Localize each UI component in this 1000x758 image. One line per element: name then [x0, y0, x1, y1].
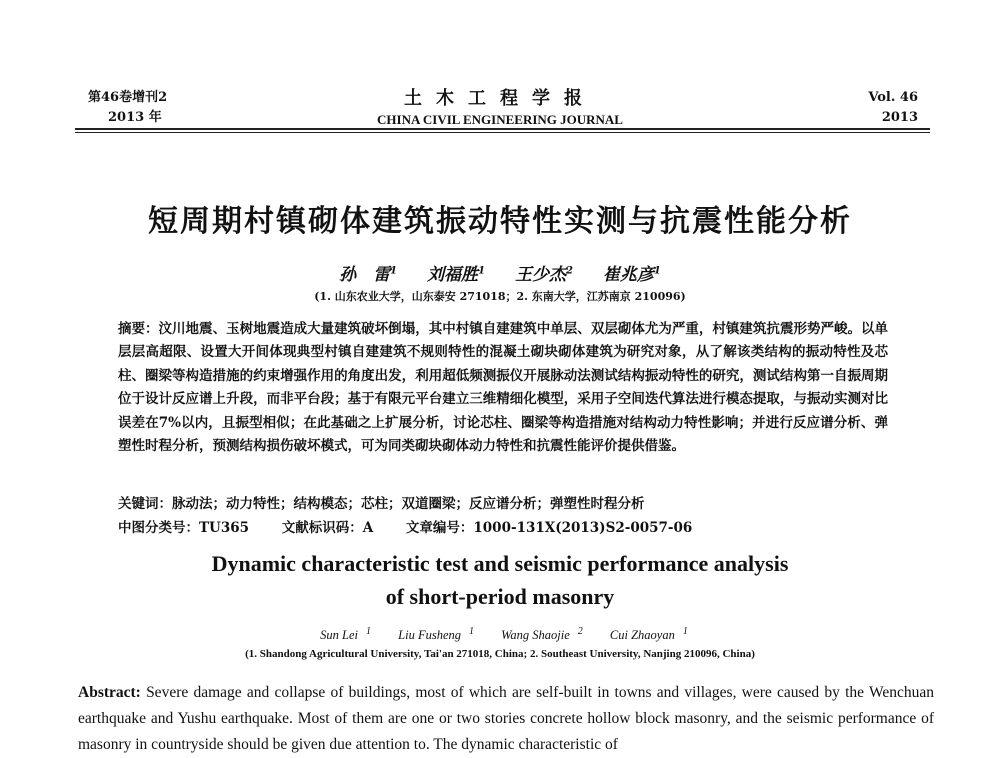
- header-rule-thin: [75, 132, 930, 133]
- author-en: Wang Shaojie $^2$: [501, 626, 583, 643]
- author-cn: 刘福胜$^1$: [427, 265, 486, 285]
- author-cn: 王少杰$^2$: [514, 265, 573, 285]
- author-cn: 崔兆彦$^1$: [602, 265, 661, 285]
- issue-label: 第46卷增刊2: [88, 90, 168, 105]
- title-en-line1: Dynamic characteristic test and seismic performance analysis: [211, 551, 789, 576]
- author-cn: 孙 雷$^1$: [339, 265, 398, 285]
- keywords-label: 关键词：: [118, 496, 172, 512]
- journal-title-en: CHINA CIVIL ENGINEERING JOURNAL: [377, 112, 623, 127]
- doc-code: 文献标识码：A: [281, 520, 374, 536]
- volume-label: Vol. 46: [868, 90, 918, 105]
- journal-title-cn: 土木工程学报: [404, 88, 596, 109]
- header-left: [88, 88, 167, 128]
- authors-en: [0, 626, 1000, 643]
- abstract-cn-text: 汶川地震、玉树地震造成大量建筑破坏倒塌，其中村镇自建建筑中单层、双层砌体尤为严重，村镇建筑抗震形势严峻。以单层层高超限、设置大开间体现典型村镇自建建筑不规则特性的混凝土砌块砌体建筑为研究对象，从了解该类结构的振动特性及芯柱、圈梁等构造措施的约束增强作用的角度出发，利用超低频测振仪开展脉动法测试结构振动特性的研究，测试结构第一自振周期位于设计反应谱上升段，而非平台段；基于有限元平台建立三维精细化模型，采用子空间迭代算法进行模态提取，与振动实测对比误差在7%以内，且振型相似；在此基础之上扩展分析，讨论芯柱、圈梁等构造措施对结构动力特性影响；并进行反应谱分析、弹塑性时程分析，预测结构损伤破坏模式，可为同类砌块砌体动力特性和抗震性能评价提供借鉴。: [118, 321, 889, 455]
- article-number: 文章编号：1000-131X(2013)S2-0057-06: [405, 520, 693, 536]
- classification: [118, 516, 888, 536]
- abstract-en-text: Severe damage and collapse of buildings, most of which are self-built in towns and villages, were caused by the Wenchuan earthquake and Yushu earthquake. Most of them are one or two stories concrete hollow block masonry, and the seismic performance of masonry in countryside should be given due attention to. The dynamic characteristic of: [78, 684, 935, 753]
- header-rule: [75, 128, 930, 130]
- keywords-text: 脉动法；动力特性；结构模态；芯柱；双道圈梁；反应谱分析；弹塑性时程分析: [172, 496, 645, 512]
- header-right: [868, 88, 918, 128]
- abstract-en: [78, 680, 934, 758]
- clc: 中图分类号：TU365: [118, 520, 249, 536]
- keywords: [118, 492, 888, 512]
- header-center: [300, 84, 700, 128]
- author-en: Cui Zhaoyan $^1$: [609, 626, 688, 643]
- abstract-en-label: Abstract:: [78, 684, 141, 701]
- abstract-cn-label: 摘要：: [118, 321, 159, 337]
- title-en-line2: of short-period masonry: [385, 584, 615, 609]
- paper-title-cn: 短周期村镇砌体建筑振动特性实测与抗震性能分析: [148, 204, 852, 239]
- abstract-cn: [118, 318, 888, 458]
- author-en: Liu Fusheng $^1$: [398, 626, 474, 643]
- year-label: 2013: [881, 110, 918, 125]
- authors-cn: [0, 260, 1000, 285]
- year-cn-label: 2013 年: [108, 110, 162, 125]
- paper-title-en: [0, 547, 1000, 613]
- affiliation-en: (1. Shandong Agricultural University, Tai'an 271018, China; 2. Southeast University, Nanjing 210096, China): [245, 648, 755, 660]
- author-en: Sun Lei $^1$: [320, 626, 372, 643]
- affiliation-cn: (1. 山东农业大学，山东泰安 271018；2. 东南大学，江苏南京 210096): [314, 290, 686, 303]
